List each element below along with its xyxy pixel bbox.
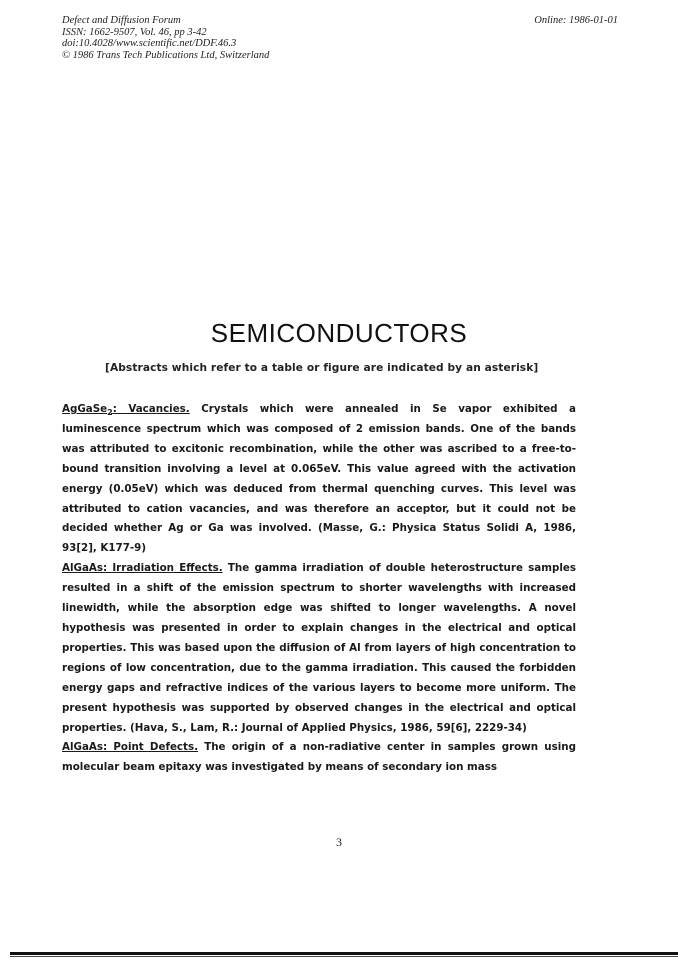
bottom-rule (10, 952, 678, 955)
copyright-line: © 1986 Trans Tech Publications Ltd, Switzerland (62, 49, 270, 61)
page-number: 3 (336, 835, 342, 849)
bottom-rule-thin (10, 956, 678, 957)
abstract-text: The gamma irradiation of double heterostructure samples resulted in a shift of the emission spectrum to shorter wavelengths with increased linewidth, while the absorption edge was shifted to longer wavelengths. A novel hypothesis was presented in order to explain changes in the electrical and optical properties. This was based upon the diffusion of Al from layers of high concentration to regions of low concentration, due to the gamma irradiation. This caused the forbidden energy gaps and refractive indices of the various layers to become more uniform. The present hypothesis was supported by observed changes in the electrical and optical properties. (Hava, S., Lam, R.: Journal of Applied Physics, 1986, 59[6], 2229-34) (62, 562, 576, 734)
abstract-text: Crystals which were annealed in Se vapor exhibited a luminescence spectrum which was composed of 2 emission bands. One of the bands was attributed to excitonic recombination, while the other was ascribed to a free-to-bound transition involving a level at 0.065eV. This value agreed with the activation energy (0.05eV) which was deduced from thermal quenching curves. This level was attributed to cation vacancies, and was therefore an acceptor, but it could not be decided whether Ag or Ga was involved. (Masse, G.: Physica Status Solidi A, 1986, 93[2], K177-9) (62, 403, 576, 555)
journal-header (62, 15, 269, 61)
doi-line: doi:10.4028/www.scientific.net/DDF.46.3 (62, 38, 237, 49)
heading-text: AgGaSe (62, 403, 108, 415)
abstract-entry (62, 400, 576, 559)
heading-subscript: 2 (107, 408, 113, 417)
abstract-heading: AlGaAs: Irradiation Effects. (62, 562, 223, 575)
journal-name: Defect and Diffusion Forum (62, 15, 181, 26)
abstracts-body (62, 400, 576, 778)
issn-line: ISSN: 1662-9507, Vol. 46, pp 3-42 (62, 26, 207, 38)
abstract-entry (62, 738, 576, 778)
heading-text: : Vacancies. (112, 403, 190, 415)
abstract-heading (62, 403, 190, 415)
abstract-heading: AlGaAs: Point Defects. (62, 741, 198, 754)
abstract-entry (62, 559, 576, 738)
online-date: Online: 1986-01-01 (534, 15, 618, 26)
page-title: SEMICONDUCTORS (210, 318, 468, 348)
abstract-text: The origin of a non-radiative center in samples grown using molecular beam epitaxy was investigated by means of secondary ion mass (62, 741, 576, 774)
asterisk-note: [Abstracts which refer to a table or figure are indicated by an asterisk] (105, 362, 539, 374)
